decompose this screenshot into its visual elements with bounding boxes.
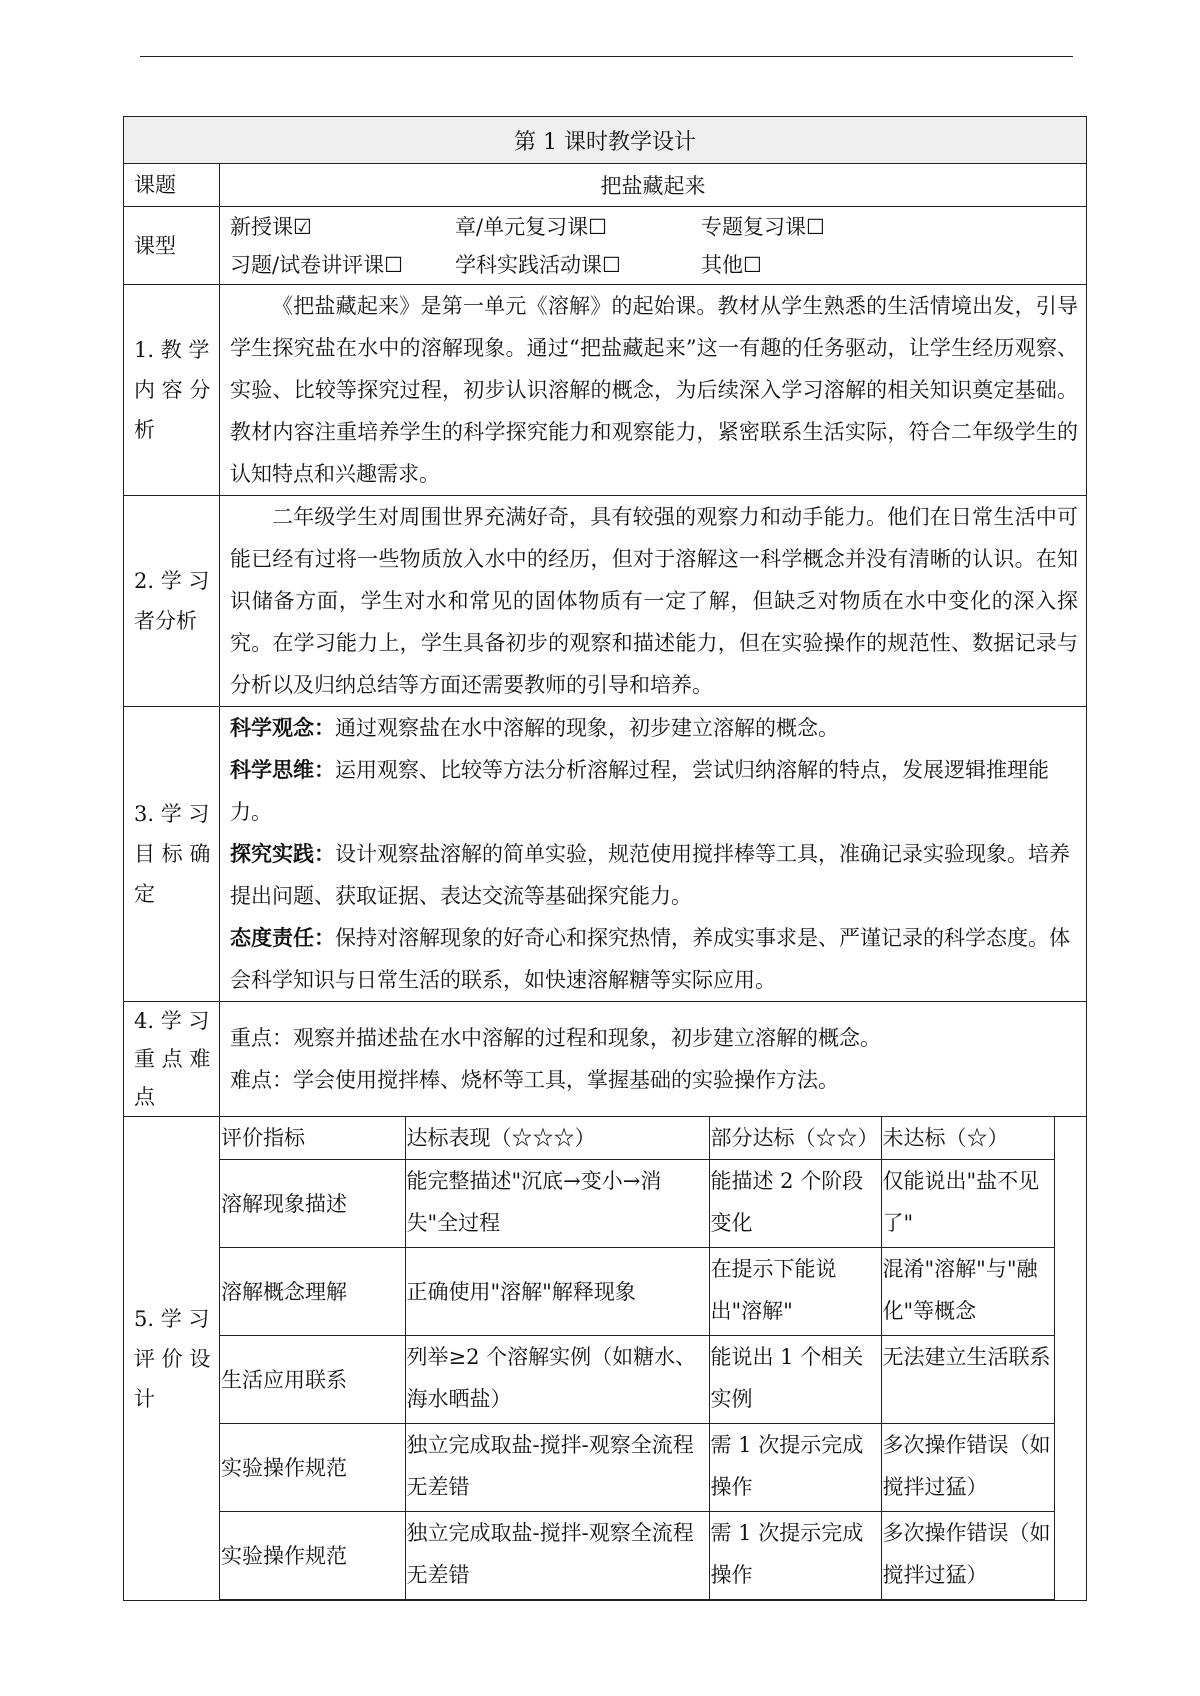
lesson-type-options	[220, 207, 1087, 285]
eval-header-partial: 部分达标（☆☆）	[709, 1117, 881, 1160]
eval-unmet: 多次操作错误（如搅拌过猛）	[881, 1424, 1054, 1512]
eval-partial: 需 1 次提示完成操作	[709, 1512, 881, 1600]
learner-analysis-row	[124, 496, 1087, 707]
eval-unmet: 无法建立生活联系	[881, 1336, 1054, 1424]
eval-unmet: 多次操作错误（如搅拌过猛）	[881, 1512, 1054, 1600]
key-points-cell	[220, 1002, 1087, 1117]
content-analysis-cell	[220, 285, 1087, 496]
table-row	[220, 1336, 1054, 1424]
objective-science-concept: 科学观念：通过观察盐在水中溶解的现象，初步建立溶解的概念。	[230, 715, 839, 740]
option-practice-activity[interactable]: 学科实践活动课☐	[455, 252, 621, 277]
table-row	[220, 1248, 1054, 1336]
table-row	[220, 1424, 1054, 1512]
evaluation-label: 5. 学 习 评 价 设 计	[124, 1117, 220, 1601]
learner-analysis-label: 2. 学 习 者分析	[124, 496, 220, 707]
table-title: 第 1 课时教学设计	[124, 117, 1087, 164]
eval-header-met: 达标表现（☆☆☆）	[405, 1117, 709, 1160]
eval-partial: 需 1 次提示完成操作	[709, 1424, 881, 1512]
objectives-cell	[220, 707, 1087, 1002]
learner-analysis-text: 二年级学生对周围世界充满好奇，具有较强的观察力和动手能力。他们在日常生活中可能已经有过将一些物质放入水中的经历，但对于溶解这一科学概念并没有清晰的认识。在知识储备方面，学生对水和常见的固体物质有一定了解，但缺乏对物质在水中变化的深入探究。在学习能力上，学生具备初步的观察和描述能力，但在实验操作的规范性、数据记录与分析以及归纳总结等方面还需要教师的引导和培养。	[230, 505, 1079, 697]
lesson-design-table	[123, 116, 1087, 1601]
evaluation-row	[124, 1117, 1087, 1601]
eval-indicator: 实验操作规范	[220, 1512, 405, 1600]
evaluation-header-row	[220, 1117, 1054, 1160]
eval-met: 独立完成取盐-搅拌-观察全流程无差错	[405, 1512, 709, 1600]
objectives-row	[124, 707, 1087, 1002]
table-row	[220, 1160, 1054, 1248]
content-analysis-label: 1. 教 学 内 容 分 析	[124, 285, 220, 496]
lesson-type-label: 课型	[124, 207, 220, 285]
eval-indicator: 实验操作规范	[220, 1424, 405, 1512]
table-row	[220, 1512, 1054, 1600]
objective-science-thinking: 科学思维：运用观察、比较等方法分析溶解过程，尝试归纳溶解的特点，发展逻辑推理能力。	[230, 757, 1049, 824]
objectives-label: 3. 学 习 目 标 确 定	[124, 707, 220, 1002]
key-points-label: 4. 学 习 重 点 难 点	[124, 1002, 220, 1117]
evaluation-table	[220, 1117, 1055, 1600]
eval-indicator: 生活应用联系	[220, 1336, 405, 1424]
eval-met: 正确使用"溶解"解释现象	[405, 1248, 709, 1336]
eval-met: 能完整描述"沉底→变小→消失"全过程	[405, 1160, 709, 1248]
eval-met: 独立完成取盐-搅拌-观察全流程无差错	[405, 1424, 709, 1512]
option-new-lesson[interactable]: 新授课☑	[230, 214, 312, 239]
objective-attitude: 态度责任：保持对溶解现象的好奇心和探究热情，养成实事求是、严谨记录的科学态度。体会科学知识与日常生活的联系，如快速溶解糖等实际应用。	[230, 925, 1070, 992]
option-exercise-review[interactable]: 习题/试卷讲评课☐	[230, 252, 403, 277]
eval-partial: 能说出 1 个相关实例	[709, 1336, 881, 1424]
content-analysis-row	[124, 285, 1087, 496]
topic-value: 把盐藏起来	[220, 164, 1087, 207]
eval-indicator: 溶解现象描述	[220, 1160, 405, 1248]
eval-partial: 能描述 2 个阶段变化	[709, 1160, 881, 1248]
key-point-difficulty: 难点：学会使用搅拌棒、烧杯等工具，掌握基础的实验操作方法。	[230, 1068, 839, 1092]
content-analysis-text: 《把盐藏起来》是第一单元《溶解》的起始课。教材从学生熟悉的生活情境出发，引导学生探究盐在水中的溶解现象。通过“把盐藏起来”这一有趣的任务驱动，让学生经历观察、实验、比较等探究过程，初步认识溶解的概念，为后续深入学习溶解的相关知识奠定基础。教材内容注重培养学生的科学探究能力和观察能力，紧密联系生活实际，符合二年级学生的认知特点和兴趣需求。	[230, 294, 1079, 486]
key-points-row	[124, 1002, 1087, 1117]
eval-unmet: 混淆"溶解"与"融化"等概念	[881, 1248, 1054, 1336]
eval-header-indicator: 评价指标	[220, 1117, 405, 1160]
option-other[interactable]: 其他☐	[701, 252, 762, 277]
title-row	[124, 117, 1087, 164]
lesson-type-row	[124, 207, 1087, 285]
eval-met: 列举≥2 个溶解实例（如糖水、海水晒盐）	[405, 1336, 709, 1424]
objective-inquiry-practice: 探究实践：设计观察盐溶解的简单实验，规范使用搅拌棒等工具，准确记录实验现象。培养提出问题、获取证据、表达交流等基础探究能力。	[230, 841, 1070, 908]
eval-unmet: 仅能说出"盐不见了"	[881, 1160, 1054, 1248]
eval-indicator: 溶解概念理解	[220, 1248, 405, 1336]
evaluation-cell	[220, 1117, 1087, 1601]
eval-header-unmet: 未达标（☆）	[881, 1117, 1054, 1160]
option-topic-review[interactable]: 专题复习课☐	[701, 214, 825, 239]
topic-row	[124, 164, 1087, 207]
page-header-rule	[140, 56, 1073, 57]
learner-analysis-cell	[220, 496, 1087, 707]
option-unit-review[interactable]: 章/单元复习课☐	[455, 214, 607, 239]
key-point-focus: 重点：观察并描述盐在水中溶解的过程和现象，初步建立溶解的概念。	[230, 1026, 881, 1050]
eval-partial: 在提示下能说出"溶解"	[709, 1248, 881, 1336]
topic-label: 课题	[124, 164, 220, 207]
